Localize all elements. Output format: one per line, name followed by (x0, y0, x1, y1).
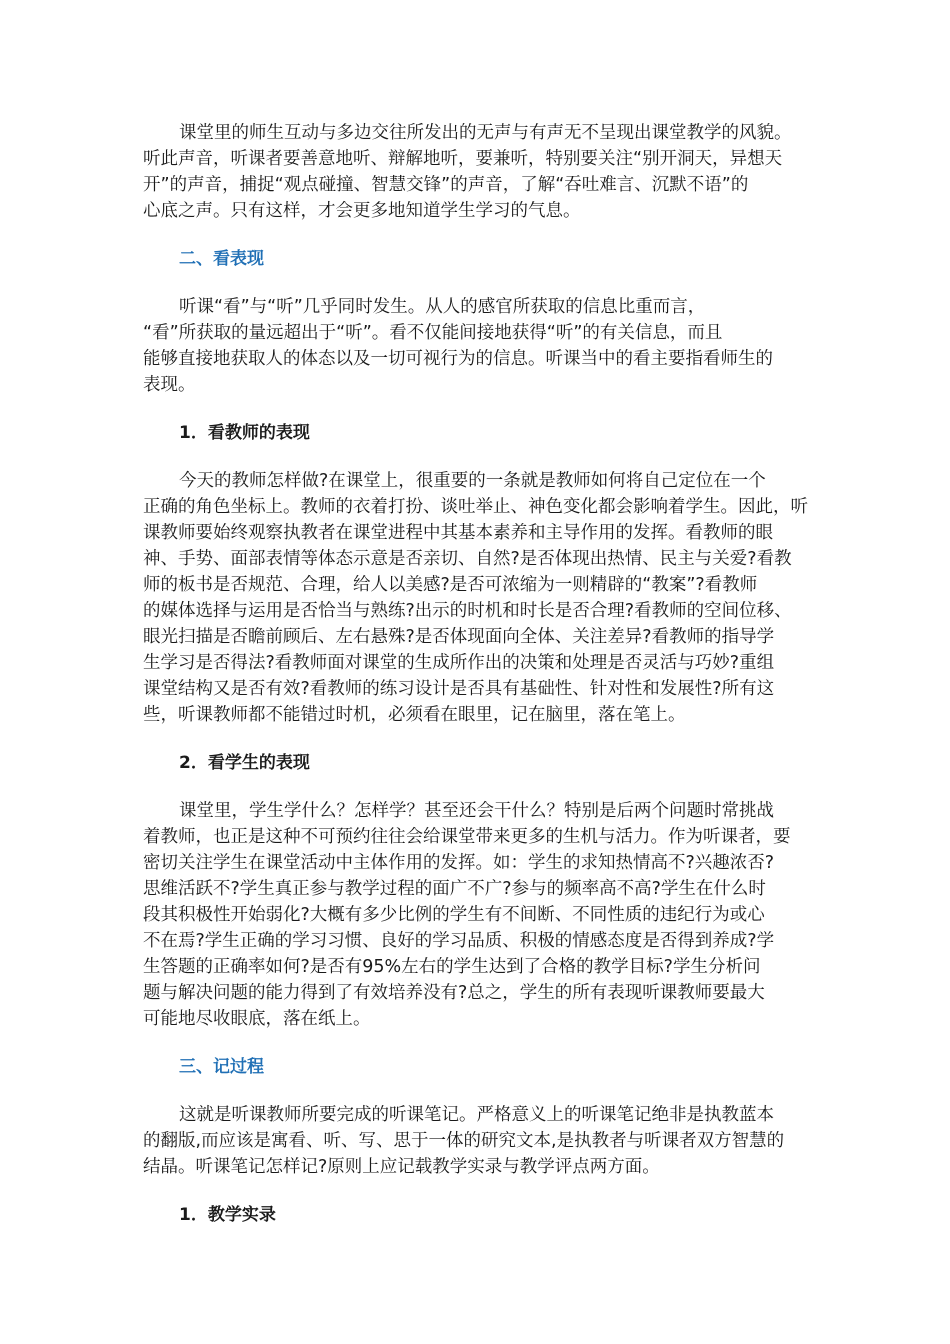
text-line: 题与解决问题的能力得到了有效培养没有?总之，学生的所有表现听课教师要最大 (143, 983, 765, 1003)
text-line: 这就是听课教师所要完成的听课笔记。严格意义上的听课笔记绝非是执教蓝本 (179, 1105, 774, 1125)
paragraph-teacher (143, 468, 813, 728)
text-line: 能够直接地获取人的体态以及一切可视行为的信息。听课当中的看主要指看师生的 (143, 349, 773, 369)
text-line: 课堂里的师生互动与多边交往所发出的无声与有声无不呈现出课堂教学的风貌。 (179, 123, 792, 143)
subheading-student: 2．看学生的表现 (179, 753, 310, 773)
section-heading-look: 二、看表现 (179, 249, 264, 269)
text-line: 着教师，也正是这种不可预约往往会给课堂带来更多的生机与活力。作为听课者，要 (143, 827, 791, 847)
paragraph-record-intro (143, 1102, 813, 1180)
text-line: 的媒体选择与运用是否恰当与熟练?出示的时机和时长是否合理?看教师的空间位移、 (143, 601, 792, 621)
text-line: 段其积极性开始弱化?大概有多少比例的学生有不间断、不同性质的违纪行为或心 (143, 905, 765, 925)
text-line: 生学习是否得法?看教师面对课堂的生成所作出的决策和处理是否灵活与巧妙?重组 (143, 653, 775, 673)
text-line: 眼光扫描是否瞻前顾后、左右悬殊?是否体现面向全体、关注差异?看教师的指导学 (143, 627, 775, 647)
text-line: 神、手势、面部表情等体态示意是否亲切、自然?是否体现出热情、民主与关爱?看教 (143, 549, 792, 569)
text-line: 课堂里，学生学什么？怎样学？甚至还会干什么？特别是后两个问题时常挑战 (179, 801, 774, 821)
text-line: 课教师要始终观察执教者在课堂进程中其基本素养和主导作用的发挥。看教师的眼 (143, 523, 773, 543)
paragraph-look-intro (143, 294, 813, 398)
text-line: “看”所获取的量远超出于“听”。看不仅能间接地获得“听”的有关信息，而且 (143, 323, 723, 343)
text-line: 课堂结构又是否有效?看教师的练习设计是否具有基础性、针对性和发展性?所有这 (143, 679, 775, 699)
text-line: 今天的教师怎样做?在课堂上，很重要的一条就是教师如何将自己定位在一个 (179, 471, 766, 491)
text-line: 开”的声音，捕捉“观点碰撞、智慧交锋”的声音，了解“吞吐难言、沉默不语”的 (143, 175, 749, 195)
document-content (143, 120, 813, 1228)
text-line: 密切关注学生在课堂活动中主体作用的发挥。如：学生的求知热情高不?兴趣浓否? (143, 853, 775, 873)
text-line: 听此声音，听课者要善意地听、辩解地听，要兼听，特别要关注“别开洞天，异想天 (143, 149, 783, 169)
text-line: 可能地尽收眼底，落在纸上。 (143, 1009, 371, 1029)
text-line: 师的板书是否规范、合理，给人以美感?是否可浓缩为一则精辟的“教案”?看教师 (143, 575, 758, 595)
paragraph-student (143, 798, 813, 1032)
text-line: 心底之声。只有这样，才会更多地知道学生学习的气息。 (143, 201, 581, 221)
subheading-teaching-record: 1．教学实录 (179, 1205, 276, 1225)
paragraph-classroom-sounds (143, 120, 813, 224)
subheading-teacher: 1．看教师的表现 (179, 423, 310, 443)
text-line: 听课“看”与“听”几乎同时发生。从人的感官所获取的信息比重而言， (179, 297, 706, 317)
section-heading-record: 三、记过程 (179, 1057, 264, 1077)
text-line: 表现。 (143, 375, 196, 395)
text-line: 正确的角色坐标上。教师的衣着打扮、谈吐举止、神色变化都会影响着学生。因此，听 (143, 497, 808, 517)
text-line: 生答题的正确率如何?是否有95%左右的学生达到了合格的教学目标?学生分析问 (143, 957, 761, 977)
text-line: 些，听课教师都不能错过时机，必须看在眼里，记在脑里，落在笔上。 (143, 705, 686, 725)
text-line: 不在焉?学生正确的学习习惯、良好的学习品质、积极的情感态度是否得到养成?学 (143, 931, 775, 951)
text-line: 的翻版,而应该是寓看、听、写、思于一体的研究文本,是执教者与听课者双方智慧的 (143, 1131, 785, 1151)
text-line: 结晶。听课笔记怎样记?原则上应记载教学实录与教学评点两方面。 (143, 1157, 660, 1177)
text-line: 思维活跃不?学生真正参与教学过程的面广不广?参与的频率高不高?学生在什么时 (143, 879, 766, 899)
